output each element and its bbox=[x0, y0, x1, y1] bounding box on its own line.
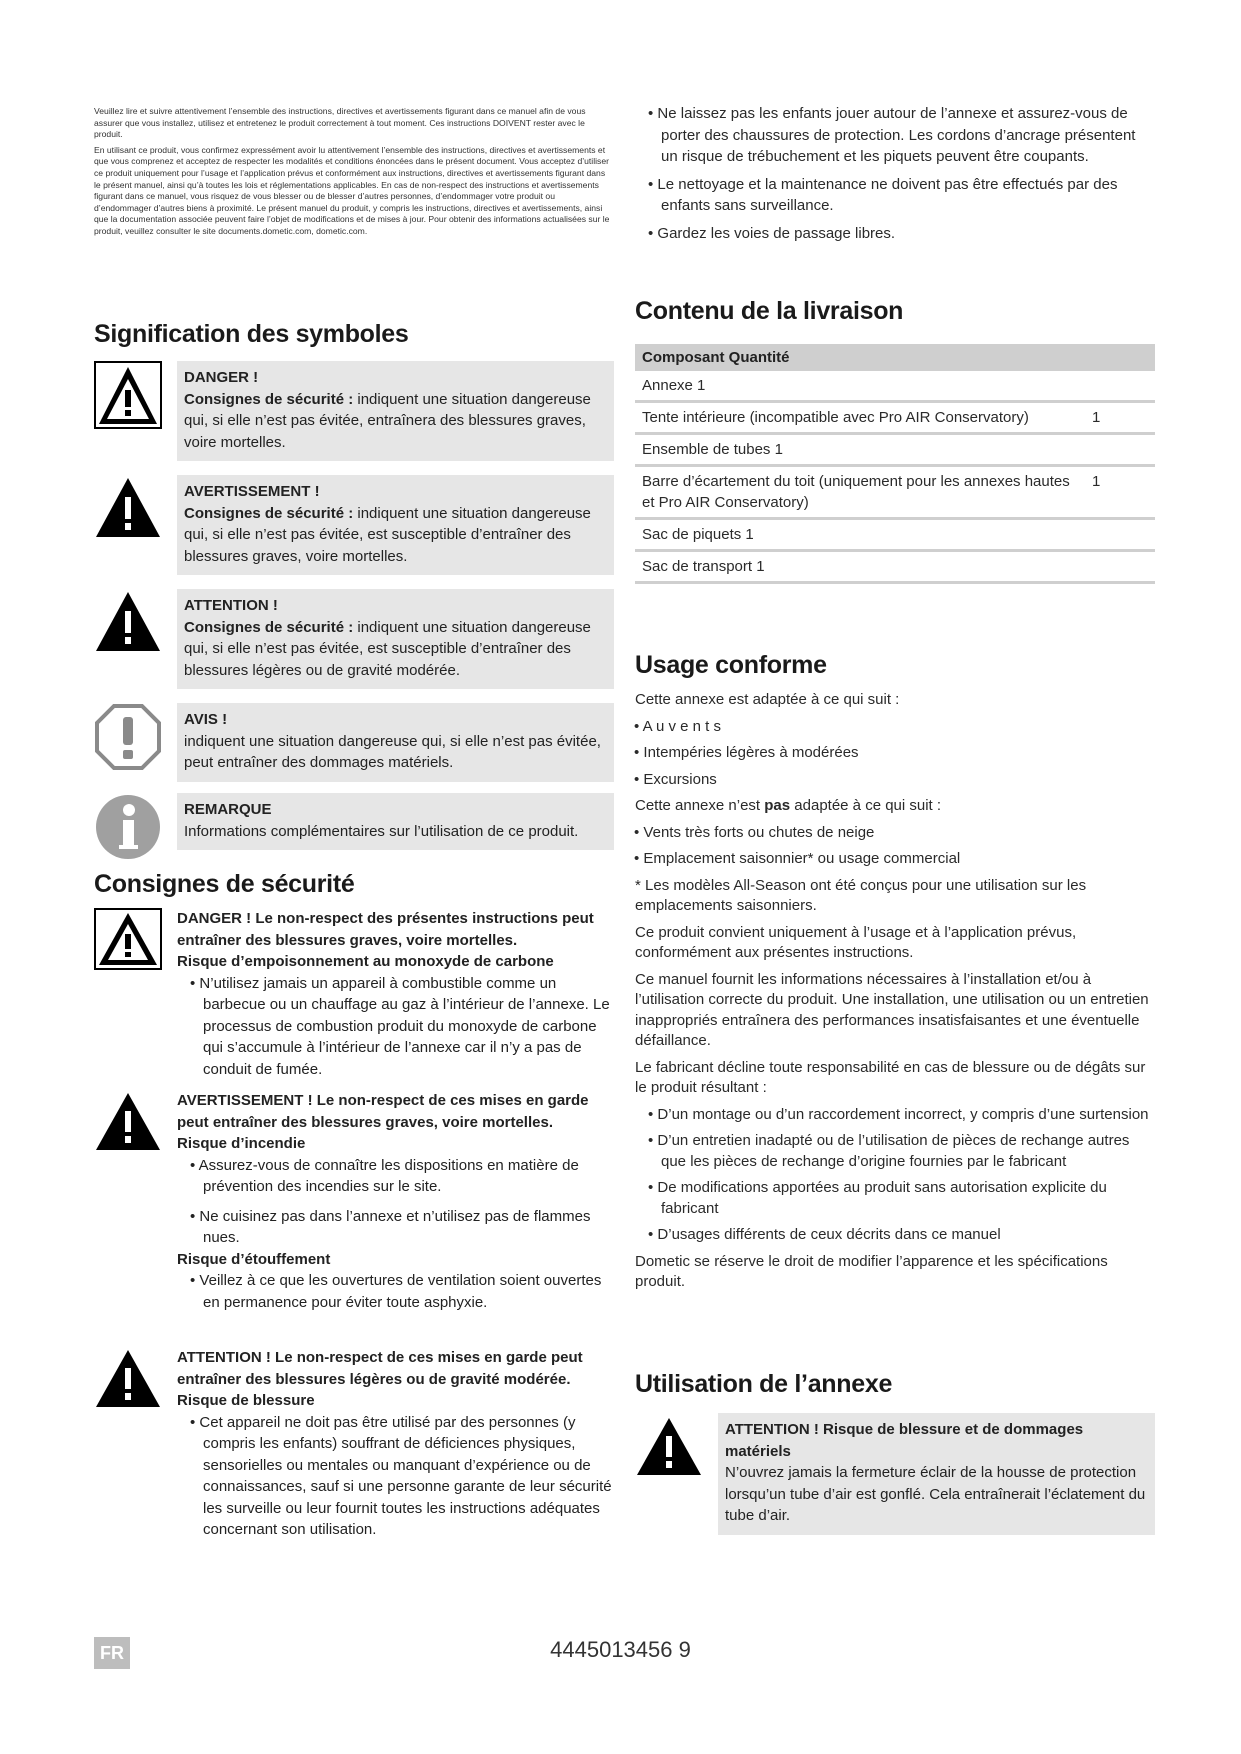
footnote: * Les modèles All-Season ont été conçus pour une utilisation sur les emplacements saisonniers. bbox=[635, 876, 1087, 914]
danger-text bbox=[184, 389, 607, 454]
list-item: • Assurez-vous de connaître les dispositions en matière de prévention des incendies sur le site. bbox=[177, 1155, 614, 1198]
danger-icon bbox=[94, 908, 162, 970]
warning-desc: indiquent une situation dangereuse qui, si elle n’est pas évitée, est susceptible d’entraîner des blessures graves, voire mortelles. bbox=[184, 504, 591, 565]
danger-box bbox=[177, 361, 614, 461]
warning-lead: AVERTISSEMENT ! Le non-respect de ces mises en garde peut entraîner des blessures graves, voire mortelles. bbox=[177, 1092, 589, 1131]
table-cell bbox=[1085, 519, 1155, 551]
table-row bbox=[635, 371, 1155, 402]
delivery-table-wrap bbox=[635, 344, 1155, 584]
caution-box bbox=[177, 589, 614, 689]
list-item: • Intempéries légères à modérées bbox=[635, 743, 1155, 764]
usage-paragraph-1: Ce produit convient uniquement à l’usage et à l’application prévus, conformément aux présentes instructions. bbox=[635, 923, 1077, 961]
adapted-intro: Cette annexe est adaptée à ce qui suit : bbox=[635, 691, 900, 708]
list-item: • Gardez les voies de passage libres. bbox=[635, 223, 1155, 245]
notice-title: AVIS ! bbox=[184, 711, 228, 728]
table-cell bbox=[1085, 434, 1155, 466]
symbol-caution bbox=[94, 589, 614, 679]
table-cell: Ensemble de tubes 1 bbox=[635, 434, 1085, 466]
danger-desc: indiquent une situation dangereuse qui, si elle n’est pas évitée, entraînera des blessures graves, voire mortelles. bbox=[184, 390, 591, 451]
intro-paragraph-1: Veuillez lire et suivre attentivement l’ensemble des instructions, directives et avertissements figurant dans ce manuel afin de vous assurer que vous installez, utilisez et entretenez le produit correctement à tout moment. Ces instructions DOIVENT rester avec le produit. bbox=[94, 106, 586, 140]
caution-label: Consignes de sécurité : bbox=[184, 618, 354, 636]
caution-icon bbox=[635, 1415, 703, 1477]
fire-risk: Risque d’incendie bbox=[177, 1135, 306, 1152]
symbol-danger bbox=[94, 361, 614, 451]
intro-paragraph-2: En utilisant ce produit, vous confirmez expressément avoir lu attentivement l’ensemble des instructions, directives et avertissements et que vous comprenez et acceptez de respecter les modalités et conditions énoncées dans le présent document. Vous acceptez d’utiliser ce produit uniquement pour l’usage et l’application prévus et conformément aux instructions, directives et avertissements figurant dans le présent manuel, ainsi qu’à toutes les lois et réglementations applicables. En cas de non-respect des instructions et avertissements figurant dans ce manuel, vous risquez de vous blesser ou de blesser d’autres personnes, d’endommager votre produit ou d’endommager d’autres biens à proximité. Le présent manuel du produit, y compris les instructions, directives et avertissements, ainsi que la documentation associée peuvent faire l’objet de modifications et de mises à jour. Pour obtenir des informations actualisées sur le produit, veuillez consulter le site documents.dometic.com, dometic.com. bbox=[94, 144, 610, 236]
table-row bbox=[635, 466, 1155, 519]
table-cell: 1 bbox=[1085, 402, 1155, 434]
intro bbox=[94, 106, 614, 242]
safety-continued bbox=[635, 103, 1155, 251]
table-cell: Tente intérieure (incompatible avec Pro AIR Conservatory) bbox=[635, 402, 1085, 434]
danger-risk: Risque d’empoisonnement au monoxyde de carbone bbox=[177, 953, 554, 970]
table-header-cell: Composant Quantité bbox=[635, 344, 1155, 371]
not-adapted-intro bbox=[635, 796, 1155, 817]
danger-content bbox=[177, 908, 614, 1080]
warning-title: AVERTISSEMENT ! bbox=[184, 483, 320, 500]
table-row bbox=[635, 519, 1155, 551]
list-item: • A u v e n t s bbox=[635, 717, 1155, 738]
annex-caution-title: ATTENTION ! Risque de blessure et de dommages matériels bbox=[725, 1421, 1084, 1460]
notice-desc: indiquent une situation dangereuse qui, si elle n’est pas évitée, peut entraîner des dommages matériels. bbox=[184, 732, 601, 771]
table-cell: 1 bbox=[1085, 466, 1155, 519]
list-item: • Le nettoyage et la maintenance ne doivent pas être effectués par des enfants sans surveillance. bbox=[635, 174, 1155, 217]
note-title: REMARQUE bbox=[184, 801, 272, 818]
table-row bbox=[635, 434, 1155, 466]
danger-icon bbox=[94, 361, 162, 429]
usage-paragraph-4: Dometic se réserve le droit de modifier l’apparence et les spécifications produit. bbox=[635, 1252, 1108, 1290]
note-desc: Informations complémentaires sur l’utilisation de ce produit. bbox=[184, 822, 579, 840]
caution-desc: indiquent une situation dangereuse qui, si elle n’est pas évitée, est susceptible d’entraîner des blessures légères ou de gravité modérée. bbox=[184, 618, 591, 679]
usage-paragraph-3: Le fabricant décline toute responsabilité en cas de blessure ou de dégâts sur le produit résultant : bbox=[635, 1058, 1146, 1096]
list-item: • Emplacement saisonnier* ou usage commercial bbox=[635, 849, 1155, 870]
list-item: • De modifications apportées au produit sans autorisation explicite du fabricant bbox=[635, 1178, 1155, 1219]
not-intro-a: Cette annexe n’est bbox=[635, 797, 765, 814]
list-item: • Ne cuisinez pas dans l’annexe et n’utilisez pas de flammes nues. bbox=[177, 1206, 614, 1249]
not-intro-c: adaptée à ce qui suit : bbox=[790, 797, 942, 814]
warning-label: Consignes de sécurité : bbox=[184, 504, 354, 522]
not-intro-b: pas bbox=[764, 797, 791, 814]
warning-icon bbox=[94, 1090, 162, 1152]
note-box bbox=[177, 793, 614, 850]
info-icon bbox=[94, 793, 162, 861]
annex-caution-text: N’ouvrez jamais la fermeture éclair de la housse de protection lorsqu’un tube d’air est gonflé. Cela entraînerait l’éclatement du tube d’air. bbox=[725, 1464, 1146, 1524]
list-item: • Veillez à ce que les ouvertures de ventilation soient ouvertes en permanence pour éviter toute asphyxie. bbox=[177, 1270, 614, 1313]
annex-caution bbox=[635, 1413, 1155, 1543]
danger-title: DANGER ! bbox=[184, 369, 259, 386]
table-row bbox=[635, 551, 1155, 583]
delivery-heading: Contenu de la livraison bbox=[635, 297, 904, 325]
warning-box bbox=[177, 475, 614, 575]
list-item: • N’utilisez jamais un appareil à combustible comme un barbecue ou un chauffage au gaz à l’intérieur de l’annexe. Le processus de combustion produit du monoxyde de carbone qui s’accumule à l’intérieur de l’annexe car il n’y a pas de conduit de fumée. bbox=[177, 973, 614, 1081]
notice-box bbox=[177, 703, 614, 782]
annex-heading: Utilisation de l’annexe bbox=[635, 1370, 893, 1398]
page-number: 4445013456 9 bbox=[550, 1637, 691, 1662]
caution-icon bbox=[94, 1347, 162, 1409]
table-cell: Sac de transport 1 bbox=[635, 551, 1085, 583]
symbol-warning bbox=[94, 475, 614, 565]
table-header bbox=[635, 344, 1155, 371]
danger-lead: DANGER ! Le non-respect des présentes instructions peut entraîner des blessures graves, voire mortelles. bbox=[177, 910, 594, 949]
danger-label: Consignes de sécurité : bbox=[184, 390, 354, 408]
warning-content bbox=[177, 1090, 614, 1313]
table-cell: Annexe 1 bbox=[635, 371, 1085, 402]
notice-icon bbox=[94, 703, 162, 771]
symbols-heading: Signification des symboles bbox=[94, 320, 409, 348]
safety-heading: Consignes de sécurité bbox=[94, 870, 355, 898]
annex-caution-box bbox=[718, 1413, 1155, 1535]
caution-content bbox=[177, 1347, 614, 1541]
list-item: • D’un montage ou d’un raccordement incorrect, y compris d’une surtension bbox=[635, 1105, 1155, 1126]
warning-text bbox=[184, 503, 607, 568]
language-badge: FR bbox=[94, 1637, 130, 1669]
caution-icon bbox=[94, 589, 162, 657]
suffocation-risk: Risque d’étouffement bbox=[177, 1250, 331, 1268]
usage-content bbox=[635, 690, 1155, 1300]
list-item: • D’usages différents de ceux décrits dans ce manuel bbox=[635, 1225, 1155, 1246]
list-item: • Ne laissez pas les enfants jouer autour de l’annexe et assurez-vous de porter des chaussures de protection. Les cordons d’ancrage présentent un risque de trébuchement et les piquets peuvent être coupants. bbox=[635, 103, 1155, 168]
table-cell bbox=[1085, 551, 1155, 583]
table-row bbox=[635, 402, 1155, 434]
caution-title: ATTENTION ! bbox=[184, 597, 278, 614]
usage-paragraph-2: Ce manuel fournit les informations nécessaires à l’installation et/ou à l’utilisation correcte du produit. Une installation, une utilisation ou un entretien inappropriés entraînera des performances insatisfaisantes et une éventuelle défaillance. bbox=[635, 970, 1149, 1049]
delivery-table bbox=[635, 344, 1155, 584]
list-item: • D’un entretien inadapté ou de l’utilisation de pièces de rechange autres que les pièces de rechange d’origine fournies par le fabricant bbox=[635, 1131, 1155, 1172]
usage-heading: Usage conforme bbox=[635, 651, 827, 679]
table-cell: Barre d’écartement du toit (uniquement pour les annexes hautes et Pro AIR Conservatory) bbox=[635, 466, 1085, 519]
list-item: • Excursions bbox=[635, 770, 1155, 791]
caution-lead: ATTENTION ! Le non-respect de ces mises en garde peut entraîner des blessures légères ou de gravité modérée. bbox=[177, 1349, 583, 1388]
list-item: • Cet appareil ne doit pas être utilisé par des personnes (y compris les enfants) souffrant de déficiences physiques, sensorielles ou mentales ou manquant d’expérience ou de connaissances, sauf si une personne garante de leur sécurité les surveille ou leur fournit toutes les instructions adéquates concernant son utilisation. bbox=[177, 1412, 614, 1541]
injury-risk: Risque de blessure bbox=[177, 1392, 315, 1409]
symbol-notice bbox=[94, 703, 614, 793]
caution-text bbox=[184, 617, 607, 682]
warning-icon bbox=[94, 475, 162, 543]
list-item: • Vents très forts ou chutes de neige bbox=[635, 823, 1155, 844]
table-cell: Sac de piquets 1 bbox=[635, 519, 1085, 551]
table-cell bbox=[1085, 371, 1155, 402]
